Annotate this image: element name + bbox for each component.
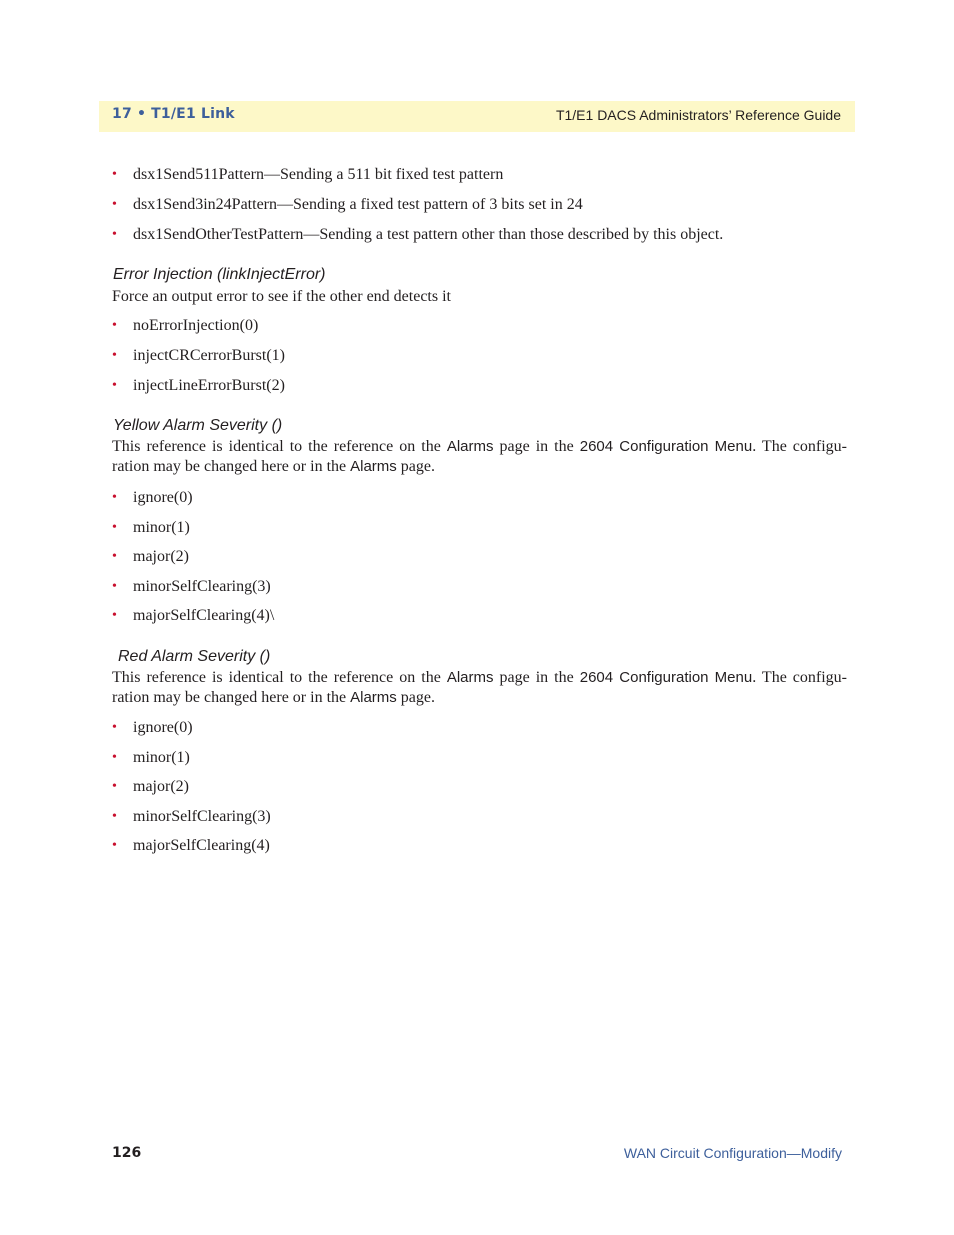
list-item: • injectLineErrorBurst(2) [112, 377, 285, 394]
config-menu-reference: 2604 Configuration Menu [579, 669, 753, 686]
list-item: • ignore(0) [112, 489, 193, 506]
section-title: WAN Circuit Configuration—Modify [623, 1145, 842, 1161]
list-item: • majorSelfClearing(4)\ [112, 607, 275, 624]
bullet-icon: • [112, 167, 117, 182]
list-item: • minorSelfClearing(3) [112, 577, 271, 595]
yellow-alarm-list [112, 489, 852, 637]
page-header [99, 101, 855, 132]
red-alarm-list [112, 719, 852, 867]
page-number: 126 [112, 1145, 142, 1161]
bullet-icon: • [112, 608, 117, 623]
list-item: • minor(1) [112, 748, 190, 766]
bullet-icon: • [112, 197, 117, 212]
bullet-icon: • [112, 318, 117, 333]
alarms-reference: Alarms [446, 669, 494, 686]
error-injection-heading: Error Injection (linkInjectError) [113, 266, 326, 283]
yellow-alarm-heading: Yellow Alarm Severity () [113, 417, 283, 434]
list-item: • ignore(0) [112, 719, 193, 736]
bullet-icon: • [112, 578, 117, 594]
list-item: • minor(1) [112, 518, 190, 536]
pattern-list [112, 166, 852, 256]
bullet-icon: • [112, 519, 117, 535]
bullet-icon: • [112, 378, 117, 393]
chapter-title: 17 • T1/E1 Link [112, 106, 235, 122]
red-alarm-description: This reference is identical to the reference on the Alarms page in the 2604 Configuration Menu. The configu-ration may be changed here or in the Alarms page. [112, 669, 848, 706]
bullet-icon: • [112, 227, 117, 242]
red-alarm-heading: Red Alarm Severity () [118, 648, 271, 665]
list-item: • noErrorInjection(0) [112, 317, 259, 334]
list-item: • majorSelfClearing(4) [112, 837, 270, 854]
bullet-icon: • [112, 838, 117, 853]
list-item: • major(2) [112, 548, 189, 565]
list-item: • injectCRCerrorBurst(1) [112, 347, 285, 364]
bullet-icon: • [112, 808, 117, 824]
bullet-icon: • [112, 779, 117, 794]
list-item: • major(2) [112, 778, 189, 795]
bullet-icon: • [112, 720, 117, 735]
yellow-alarm-description: This reference is identical to the reference on the Alarms page in the 2604 Configuration Menu. The configu-ration may be changed here or in the Alarms page. [112, 438, 848, 475]
bullet-icon: • [112, 490, 117, 505]
bullet-icon: • [112, 348, 117, 363]
config-menu-reference: 2604 Configuration Menu [579, 438, 753, 455]
bullet-icon: • [112, 549, 117, 564]
error-injection-description: Force an output error to see if the other end detects it [112, 288, 451, 305]
list-item: • dsx1Send3in24Pattern—Sending a fixed test pattern of 3 bits set in 24 [112, 196, 583, 213]
bullet-icon: • [112, 749, 117, 765]
alarms-reference: Alarms [446, 438, 494, 455]
alarms-reference: Alarms [350, 689, 397, 706]
list-item: • minorSelfClearing(3) [112, 807, 271, 825]
list-item: • dsx1SendOtherTestPattern—Sending a test pattern other than those described by this object. [112, 226, 724, 243]
error-injection-list [112, 317, 852, 407]
list-item: • dsx1Send511Pattern—Sending a 511 bit fixed test pattern [112, 166, 504, 183]
alarms-reference: Alarms [350, 458, 397, 475]
guide-title: T1/E1 DACS Administrators’ Reference Guide [555, 107, 841, 123]
